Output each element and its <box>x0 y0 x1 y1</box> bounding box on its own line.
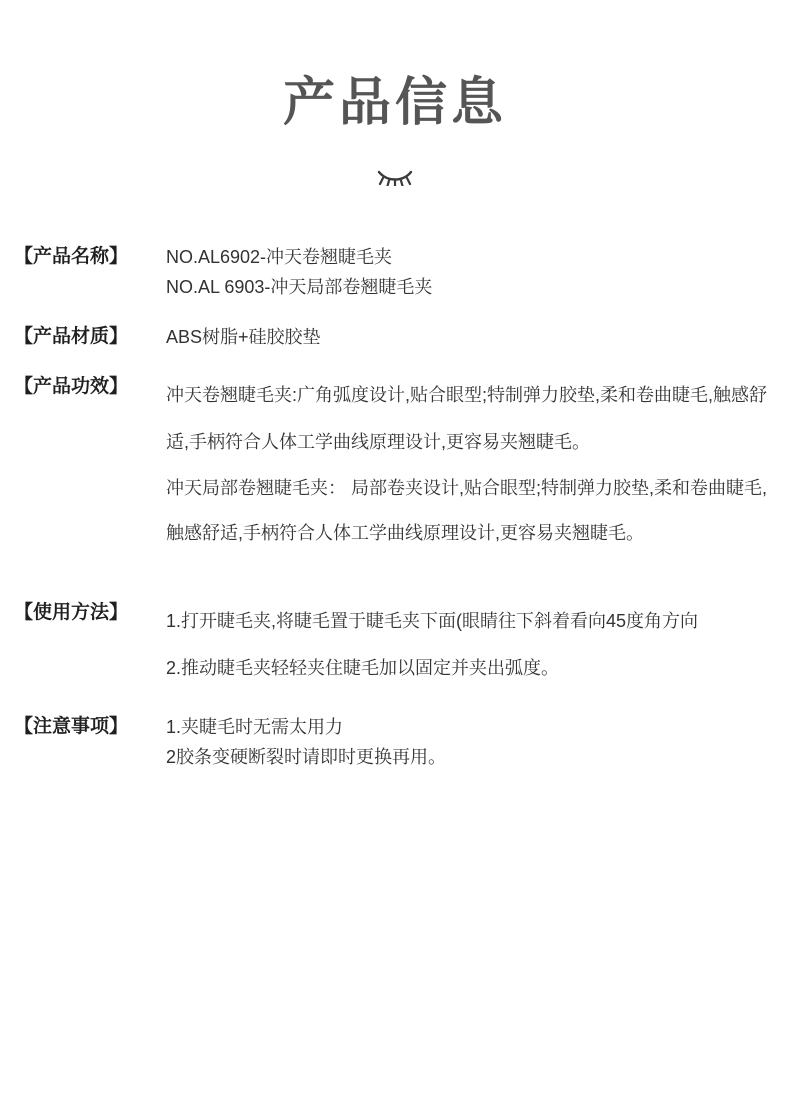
spec-value <box>166 712 772 772</box>
spec-value-paragraph: 1.打开睫毛夹,将睫毛置于睫毛夹下面(眼睛往下斜着看向45度角方向 <box>166 611 699 632</box>
spec-value <box>166 322 772 352</box>
spec-label: 【注意事项】 <box>14 716 129 738</box>
ornament-divider <box>0 164 790 194</box>
page-title: 产品信息 <box>282 74 507 132</box>
spec-list <box>0 242 790 772</box>
spec-value-line: ABS树脂+硅胶胶垫 <box>166 327 321 348</box>
spec-value <box>166 242 772 302</box>
eyelash-icon <box>375 168 415 191</box>
spec-row-efficacy <box>14 372 772 556</box>
spec-value-line: NO.AL 6903-冲天局部卷翘睫毛夹 <box>166 277 433 298</box>
spec-value-paragraph: 冲天卷翘睫毛夹:广角弧度设计,贴合眼型;特制弹力胶垫,柔和卷曲睫毛,触感舒适,手柄符合人体工学曲线原理设计,更容易夹翘睫毛。 <box>166 385 768 453</box>
spec-label: 【使用方法】 <box>14 602 129 624</box>
spec-value <box>166 372 772 556</box>
spec-label: 【产品功效】 <box>14 376 129 398</box>
spec-label: 【产品材质】 <box>14 326 129 348</box>
spec-value-line: NO.AL6902-冲天卷翘睫毛夹 <box>166 247 393 268</box>
spec-row-material <box>14 322 772 352</box>
section-spacer <box>14 576 772 598</box>
spec-value-paragraph: 2.推动睫毛夹轻轻夹住睫毛加以固定并夹出弧度。 <box>166 658 560 679</box>
spec-row-usage <box>14 598 772 692</box>
spec-row-product-name <box>14 242 772 302</box>
spec-row-cautions <box>14 712 772 772</box>
spec-value-paragraph: 1.夹睫毛时无需太用力 <box>166 717 344 738</box>
spec-value-paragraph: 冲天局部卷翘睫毛夹： 局部卷夹设计,贴合眼型;特制弹力胶垫,柔和卷曲睫毛,触感舒适,手柄符合人体工学曲线原理设计,更容易夹翘睫毛。 <box>166 478 768 544</box>
spec-value <box>166 598 772 692</box>
spec-label: 【产品名称】 <box>14 246 129 268</box>
spec-value-paragraph: 2胶条变硬断裂时请即时更换再用。 <box>166 747 447 768</box>
